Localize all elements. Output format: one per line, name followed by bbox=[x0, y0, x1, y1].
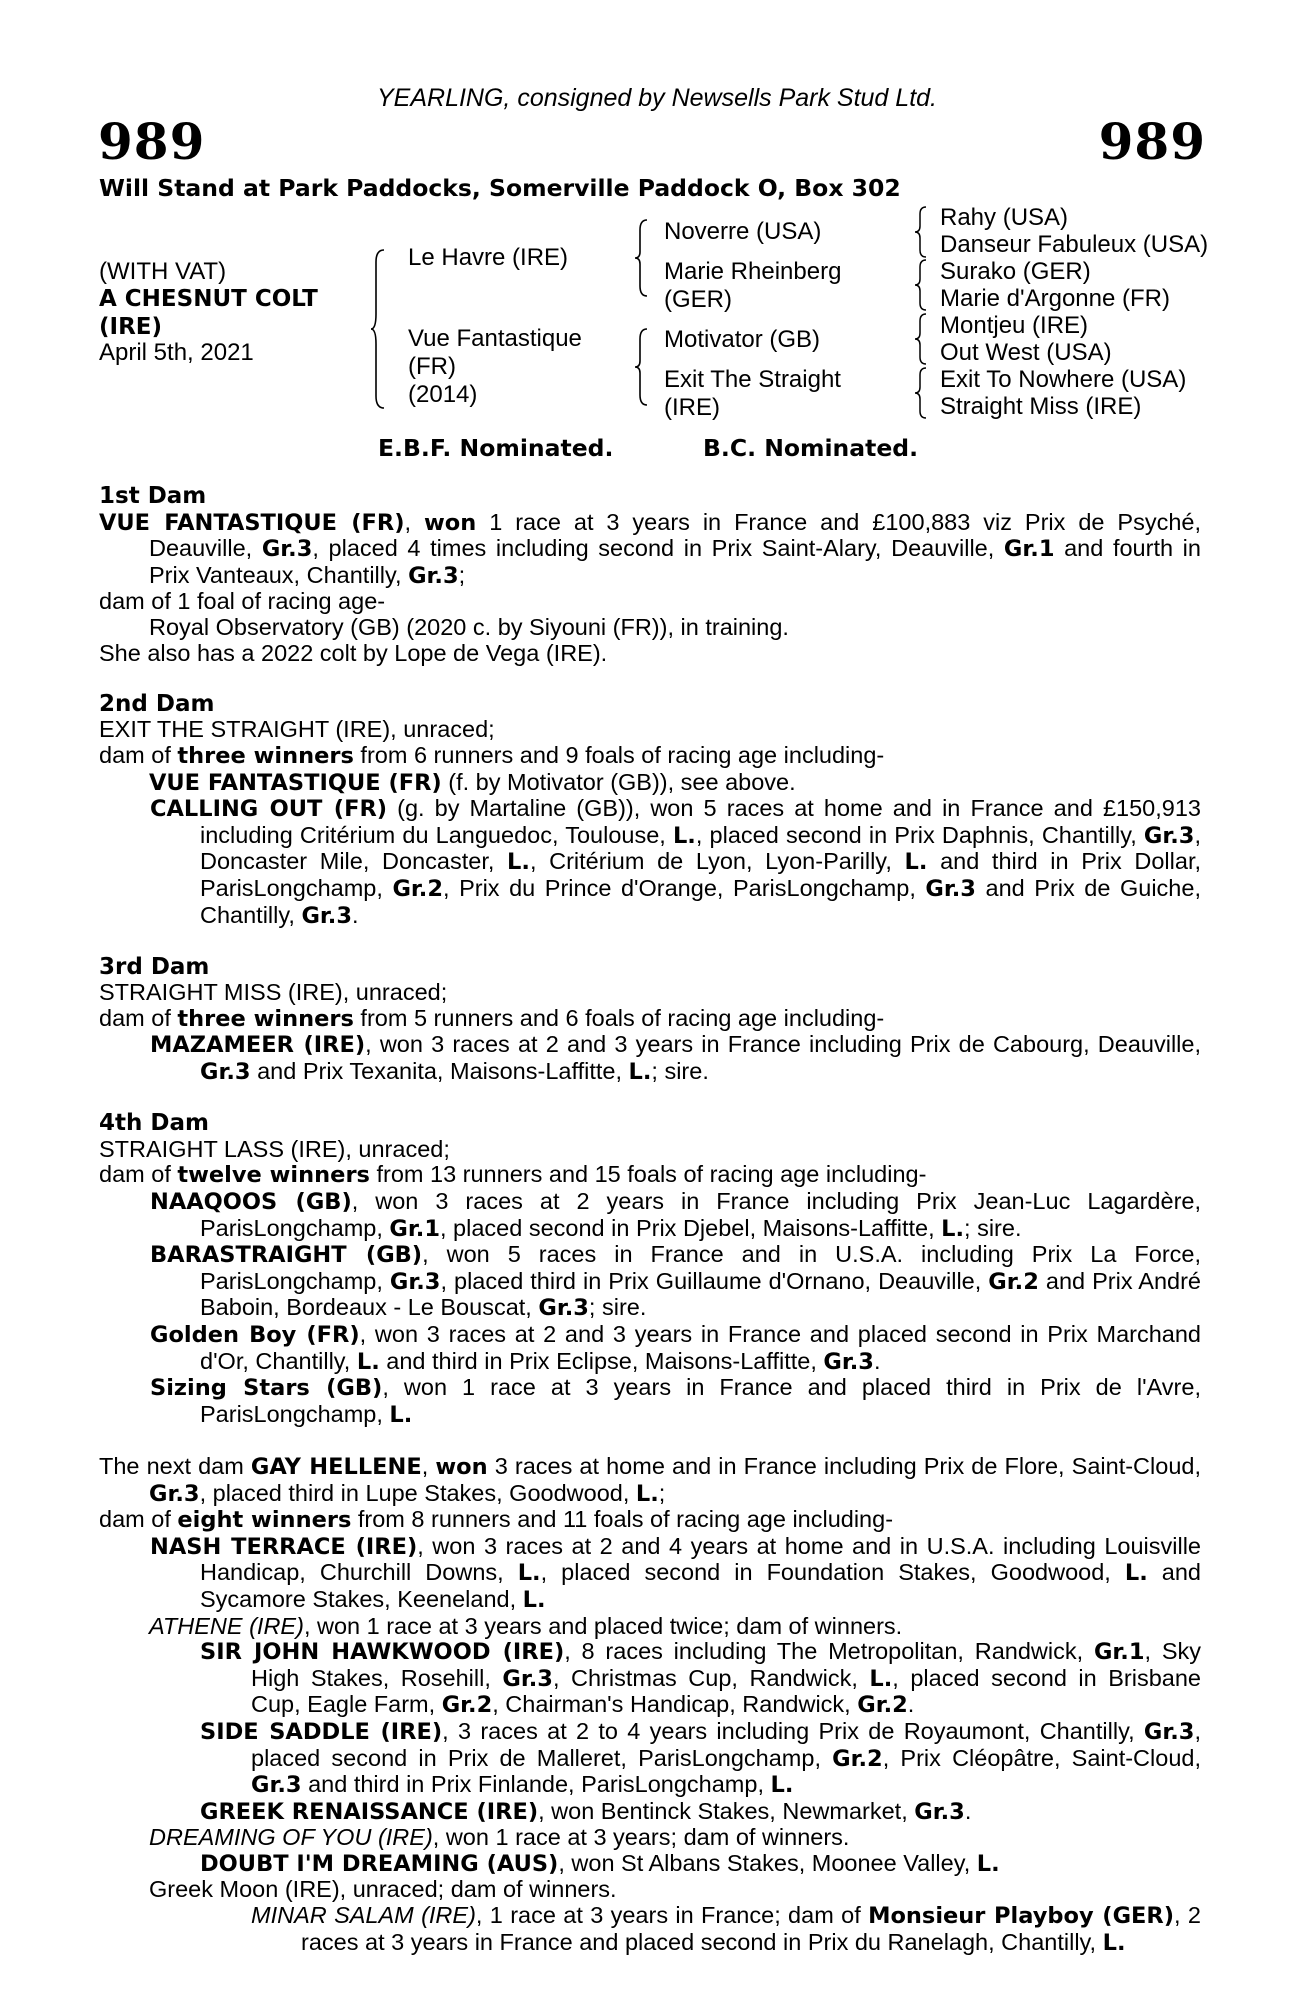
next-dam-offspring-1: NASH TERRACE (IRE), won 3 races at 2 and 4 years at home and in U.S.A. including Louisville Handicap, Churchill Downs, L., placed second in Foundation Stakes, Goodwood, L. and Sycamore Stakes, Keeneland, L. bbox=[150, 1532, 1201, 1613]
sire: Le Havre (IRE) bbox=[408, 244, 569, 271]
next-dam-winners: dam of eight winners from 8 runners and 11 foals of racing age including- bbox=[99, 1506, 894, 1534]
dam-name: VUE FANTASTIQUE (FR) bbox=[99, 509, 405, 536]
dam-dam-sire: Exit To Nowhere (USA) bbox=[940, 366, 1187, 393]
fourth-dam-offspring-4: Sizing Stars (GB), won 1 race at 3 years in France and placed third in Prix de l'Avre, ParisLongchamp, L. bbox=[150, 1374, 1201, 1428]
next-dam-section bbox=[99, 1454, 1201, 1956]
sire-dam-sire: Surako (GER) bbox=[940, 258, 1091, 285]
fourth-dam-offspring-3: Golden Boy (FR), won 3 races at 2 and 3 years in France and placed second in Prix Marchand d'Or, Chantilly, L. and third in Prix Eclipse, Maisons-Laffitte, Gr.3. bbox=[150, 1321, 1201, 1375]
dam-line2: (FR) bbox=[408, 353, 456, 380]
third-dam-offspring-1: MAZAMEER (IRE), won 3 races at 2 and 3 years in France including Prix de Cabourg, Deauville, Gr.3 and Prix Texanita, Maisons-Laffitte, L.; sire. bbox=[150, 1031, 1201, 1086]
lot-number-right: 989 bbox=[1098, 112, 1206, 171]
dam-dam-line1: Exit The Straight bbox=[664, 366, 841, 393]
next-dam-offspring-3: DREAMING OF YOU (IRE), won 1 race at 3 years; dam of winners. bbox=[149, 1824, 850, 1851]
grand-offspring-5: MINAR SALAM (IRE), 1 race at 3 years in France; dam of Monsieur Playboy (GER), 2 races at 3 years in France and placed second in Prix du Ranelagh, Chantilly, L. bbox=[251, 1902, 1201, 1956]
sire-dam-dam: Marie d'Argonne (FR) bbox=[940, 285, 1170, 312]
second-dam-offspring-2: CALLING OUT (FR) (g. by Martaline (GB)), won 5 races at home and in France and £150,913 including Critérium du Languedoc, Toulouse, L., placed second in Prix Daphnis, Chantilly, Gr.3, Doncaster Mile, Doncaster, L., Critérium de Lyon, Lyon-Parilly, L. and third in Prix Dollar, ParisLongchamp, Gr.2, Prix du Prince d'Orange, ParisLongchamp, Gr.3 and Prix de Guiche, Chantilly, Gr.3. bbox=[150, 795, 1201, 929]
fourth-dam-winners: dam of twelve winners from 13 runners and 15 foals of racing age including- bbox=[99, 1161, 927, 1189]
third-dam-name: STRAIGHT MISS (IRE), unraced; bbox=[99, 979, 448, 1006]
second-dam-winners: dam of three winners from 6 runners and 9 foals of racing age including- bbox=[99, 741, 885, 769]
fourth-dam-offspring-1: NAAQOOS (GB), won 3 races at 2 years in France including Prix Jean-Luc Lagardère, ParisLongchamp, Gr.1, placed second in Prix Djebel, Maisons-Laffitte, L.; sire. bbox=[150, 1188, 1201, 1242]
lot-number-left: 989 bbox=[98, 112, 206, 171]
first-dam-also: She also has a 2022 colt by Lope de Vega (IRE). bbox=[99, 639, 608, 666]
fourth-dam-name: STRAIGHT LASS (IRE), unraced; bbox=[99, 1135, 450, 1162]
lot-title-line1: A CHESNUT COLT bbox=[99, 286, 318, 312]
sire-sire: Noverre (USA) bbox=[664, 218, 822, 245]
second-dam-offspring-1: VUE FANTASTIQUE (FR) (f. by Motivator (GB)), see above. bbox=[149, 768, 796, 796]
dam-dam-dam: Straight Miss (IRE) bbox=[940, 393, 1142, 420]
dam-sire: Motivator (GB) bbox=[664, 326, 821, 353]
brace-gen3-3 bbox=[914, 312, 930, 366]
ebf-nomination: E.B.F. Nominated. bbox=[378, 434, 614, 462]
brace-gen3-4 bbox=[914, 366, 930, 420]
dam-line3: (2014) bbox=[408, 381, 478, 408]
first-dam-foals: dam of 1 foal of racing age- bbox=[99, 588, 386, 615]
second-dam-section bbox=[99, 692, 1201, 929]
grand-offspring-2: SIDE SADDLE (IRE), 3 races at 2 to 4 years including Prix de Royaumont, Chantilly, Gr.3, placed second in Prix de Malleret, ParisLongchamp, Gr.2, Prix Cléopâtre, Saint-Cloud, Gr.3 and third in Prix Finlande, ParisLongchamp, L. bbox=[200, 1717, 1201, 1799]
lot-title bbox=[99, 285, 318, 341]
first-dam-offspring: Royal Observatory (GB) (2020 c. by Siyouni (FR)), in training. bbox=[149, 613, 789, 640]
fourth-dam-heading: 4th Dam bbox=[99, 1110, 209, 1137]
first-dam-record: VUE FANTASTIQUE (FR), won 1 race at 3 years in France and £100,883 viz Prix de Psyché, Deauville, Gr.3, placed 4 times including second in Prix Saint-Alary, Deauville, Gr.1 and fourth in Prix Vanteaux, Chantilly, Gr.3; bbox=[99, 508, 1201, 589]
sire-dam-line2: (GER) bbox=[664, 286, 732, 313]
dam-line1: Vue Fantastique bbox=[408, 325, 582, 352]
consignment-line: YEARLING, consigned by Newsells Park Stud Ltd. bbox=[377, 84, 937, 112]
brace-gen3-1 bbox=[914, 205, 930, 259]
bc-nomination: B.C. Nominated. bbox=[703, 434, 919, 462]
brace-gen3-2 bbox=[914, 258, 930, 312]
next-dam-offspring-4: Greek Moon (IRE), unraced; dam of winners. bbox=[149, 1876, 617, 1903]
sire-dam bbox=[664, 258, 841, 314]
second-dam-heading: 2nd Dam bbox=[99, 690, 215, 717]
produce-record bbox=[99, 484, 1201, 1956]
grand-offspring-3: GREEK RENAISSANCE (IRE), won Bentinck Stakes, Newmarket, Gr.3. bbox=[200, 1797, 972, 1825]
fourth-dam-section bbox=[99, 1111, 1201, 1428]
sire-sire-sire: Rahy (USA) bbox=[940, 204, 1069, 231]
first-dam-heading: 1st Dam bbox=[99, 483, 207, 509]
stand-location: Will Stand at Park Paddocks, Somerville Paddock O, Box 302 bbox=[99, 174, 901, 202]
second-dam-name: EXIT THE STRAIGHT (IRE), unraced; bbox=[99, 716, 495, 743]
brace-dam-side bbox=[634, 327, 652, 407]
sire-dam-line1: Marie Rheinberg bbox=[664, 258, 842, 285]
lot-title-line2: (IRE) bbox=[99, 314, 163, 340]
third-dam-section bbox=[99, 955, 1201, 1086]
brace-sire-side bbox=[634, 218, 652, 298]
grand-offspring-1: SIR JOHN HAWKWOOD (IRE), 8 races including The Metropolitan, Randwick, Gr.1, Sky High Stakes, Rosehill, Gr.3, Christmas Cup, Randwick, L., placed second in Brisbane Cup, Eagle Farm, Gr.2, Chairman's Handicap, Randwick, Gr.2. bbox=[200, 1638, 1201, 1719]
brace-gen1 bbox=[370, 248, 390, 410]
next-dam-record: The next dam GAY HELLENE, won 3 races at home and in France including Prix de Flore, Saint-Cloud, Gr.3, placed third in Lupe Stakes, Goodwood, L.; bbox=[99, 1452, 1201, 1507]
next-dam-offspring-2: ATHENE (IRE), won 1 race at 3 years and placed twice; dam of winners. bbox=[149, 1612, 903, 1639]
dam bbox=[408, 325, 582, 409]
dam-dam-line2: (IRE) bbox=[664, 394, 720, 421]
dam-sire-sire: Montjeu (IRE) bbox=[940, 312, 1089, 339]
third-dam-winners: dam of three winners from 5 runners and 6 foals of racing age including- bbox=[99, 1004, 885, 1032]
foaling-date: April 5th, 2021 bbox=[99, 339, 254, 366]
first-dam-section bbox=[99, 484, 1201, 666]
dam-sire-dam: Out West (USA) bbox=[940, 339, 1112, 366]
sire-sire-dam: Danseur Fabuleux (USA) bbox=[940, 231, 1209, 258]
fourth-dam-offspring-2: BARASTRAIGHT (GB), won 5 races in France and in U.S.A. including Prix La Force, ParisLongchamp, Gr.3, placed third in Prix Guillaume d'Ornano, Deauville, Gr.2 and Prix André Baboin, Bordeaux - Le Bouscat, Gr.3; sire. bbox=[150, 1241, 1201, 1322]
third-dam-heading: 3rd Dam bbox=[99, 953, 210, 980]
dam-dam bbox=[664, 366, 841, 422]
vat-note: (WITH VAT) bbox=[99, 258, 227, 285]
grand-offspring-4: DOUBT I'M DREAMING (AUS), won St Albans Stakes, Moonee Valley, L. bbox=[200, 1849, 1000, 1877]
